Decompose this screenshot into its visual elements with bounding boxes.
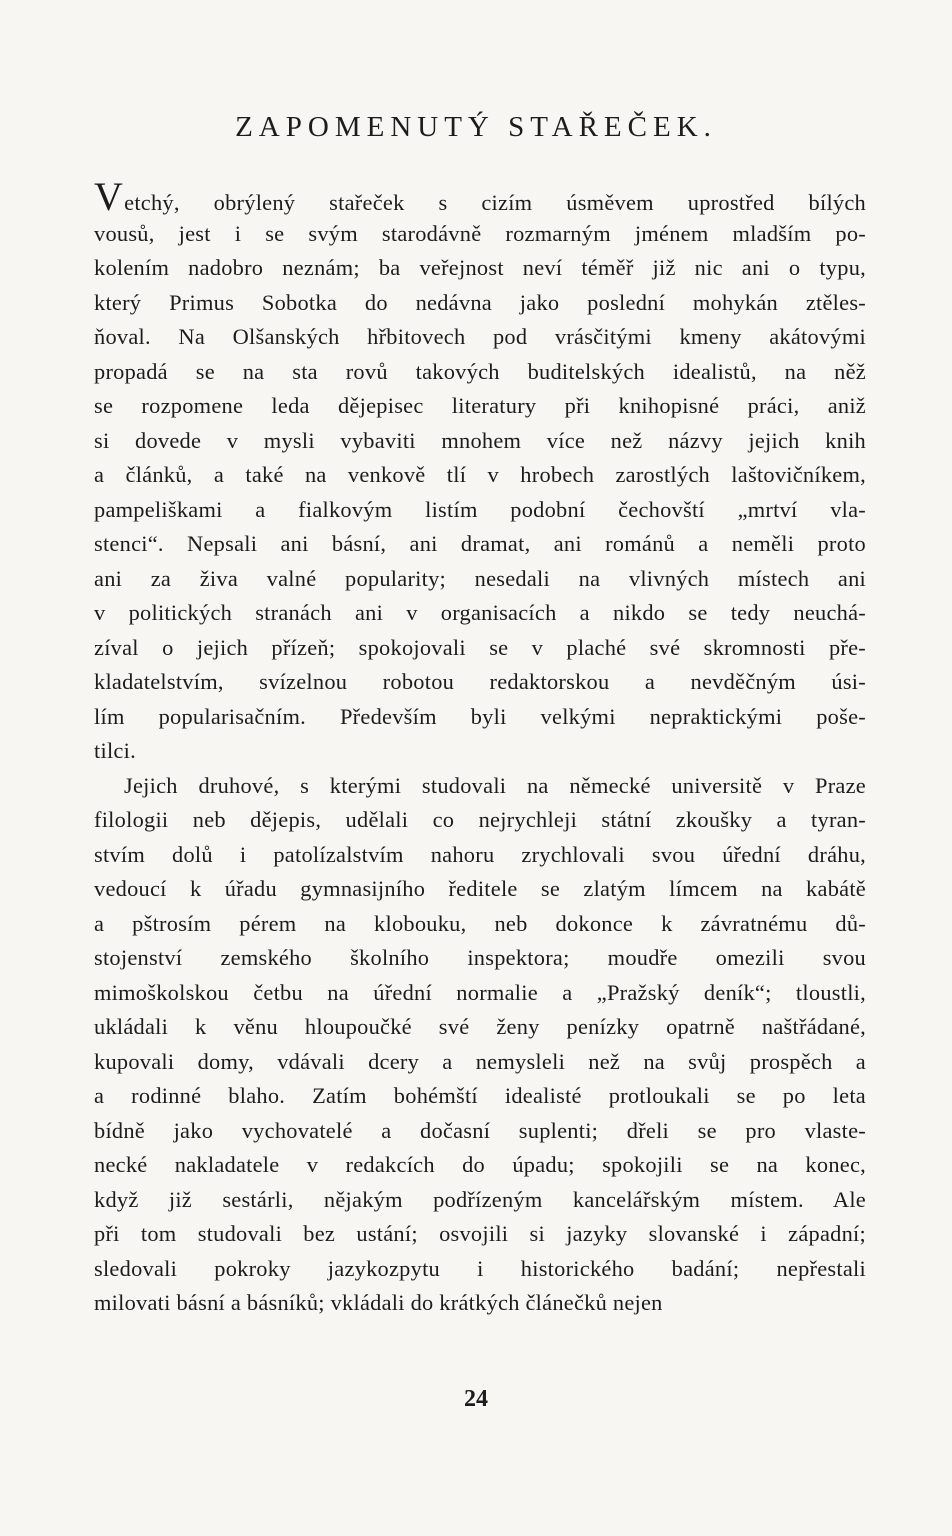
text-line: kupovali domy, vdávali dcery a nemysleli než na svůj prospěch a (94, 1048, 866, 1074)
text-line: milovati básní a básníků; vkládali do krátkých článečků nejen (94, 1290, 663, 1315)
text-line: si dovede v mysli vybaviti mnohem více než názvy jejich knih (94, 427, 866, 453)
text-line: v politických stranách ani v organisacích a nikdo se tedy neuchá- (94, 600, 866, 625)
page-number: 24 (464, 1386, 488, 1412)
text-line: se rozpomene leda dějepisec literatury při knihopisné práci, aniž (94, 393, 866, 418)
text-line: ani za živa valné popularity; nesedali na vlivných místech ani (94, 565, 866, 591)
paragraph-1 (94, 174, 866, 769)
text-line: bídně jako vychovatelé a dočasní suplenti; dřeli se pro vlaste- (94, 1117, 866, 1143)
text-line: vousů, jest i se svým starodávně rozmarným jménem mladším po- (94, 220, 866, 246)
text-line: mimoškolskou četbu na úřední normalie a „Pražský deník“; tloustli, (94, 979, 866, 1005)
text-line: stvím dolů i patolízalstvím nahoru zrychlovali svou úřední dráhu, (94, 841, 866, 867)
drop-cap: V (94, 174, 124, 219)
text-line: při tom studovali bez ustání; osvojili si jazyky slovanské i západní; (94, 1221, 866, 1246)
text-line: ukládali k věnu hloupoučké své ženy penízky opatrně naštřádané, (94, 1014, 866, 1039)
text-line: sledovali pokroky jazykozpytu i historického badání; nepřestali (94, 1255, 866, 1281)
text-line: filologii neb dějepis, udělali co nejrychleji státní zkoušky a tyran- (94, 807, 866, 832)
text-line: lím popularisačním. Především byli velkými nepraktickými poše- (94, 703, 866, 729)
chapter-title: ZAPOMENUTÝ STAŘEČEK. (235, 111, 717, 144)
text-line: propadá se na sta rovů takových buditelských idealistů, na něž (94, 358, 866, 384)
text-line: kolením nadobro neznám; ba veřejnost neví téměř již nic ani o typu, (94, 255, 866, 280)
text-line: ňoval. Na Olšanských hřbitovech pod vrásčitými kmeny akátovými (94, 324, 866, 349)
text-line: pampeliškami a fialkovým listím podobní čechovští „mrtví vla- (94, 496, 866, 522)
text-line: zíval o jejich přízeň; spokojovali se v plaché své skromnosti pře- (94, 634, 866, 660)
text-line: tilci. (94, 738, 136, 763)
line-text: etchý, obrýlený stařeček s cizím úsměvem uprostřed bílých (124, 190, 866, 215)
paragraph-2 (94, 769, 866, 1321)
text-line: stojenství zemského školního inspektora; moudře omezili svou (94, 945, 866, 970)
body-text (94, 174, 866, 1321)
text-line: Jejich druhové, s kterými studovali na německé universitě v Praze (124, 772, 866, 798)
text-line: vedoucí k úřadu gymnasijního ředitele se zlatým límcem na kabátě (94, 876, 866, 901)
text-line: a rodinné blaho. Zatím bohémští idealisté protloukali se po leta (94, 1083, 866, 1108)
text-line: stenci“. Nepsali ani básní, ani dramat, ani románů a neměli proto (94, 531, 866, 556)
text-line: kladatelstvím, svízelnou robotou redaktorskou a nevděčným úsi- (94, 669, 866, 694)
text-line: a článků, a také na venkově tlí v hrobech zarostlých laštovičníkem, (94, 462, 866, 487)
text-line: a pštrosím pérem na klobouku, neb dokonce k závratnému dů- (94, 910, 866, 936)
text-line: necké nakladatele v redakcích do úpadu; spokojili se na konec, (94, 1152, 866, 1177)
text-line (94, 174, 866, 219)
text-line: když již sestárli, nějakým podřízeným kancelářským místem. Ale (94, 1186, 866, 1212)
text-line: který Primus Sobotka do nedávna jako poslední mohykán ztěles- (94, 289, 866, 315)
